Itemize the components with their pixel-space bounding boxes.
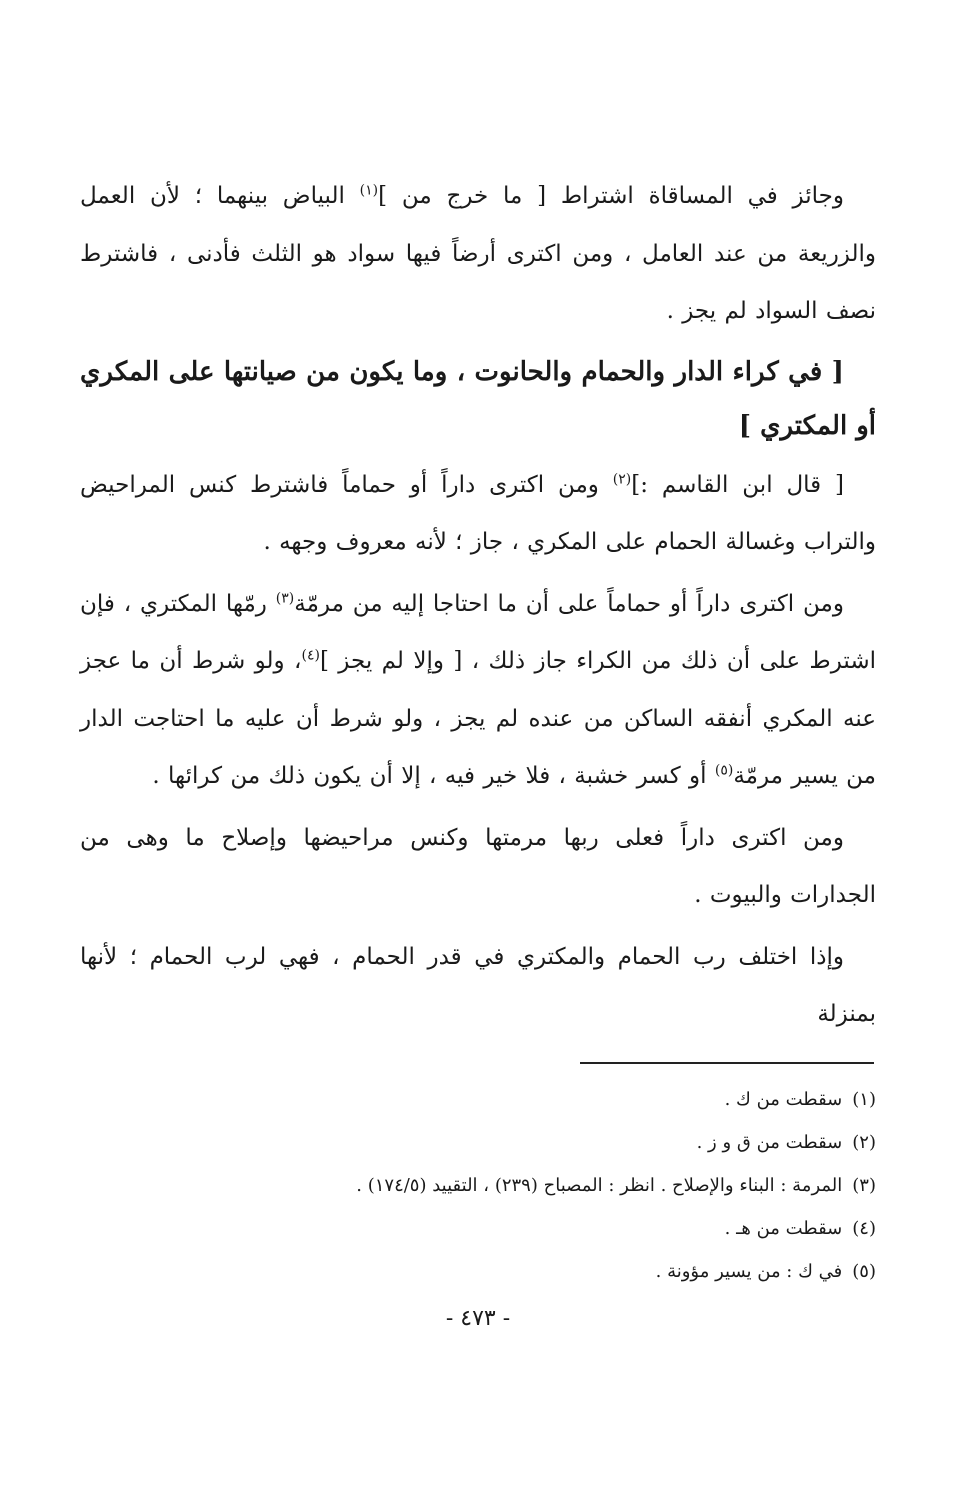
footnote-separator xyxy=(580,1062,874,1064)
text-run: وجائز في المساقاة اشتراط [ ما خرج من ] xyxy=(378,183,844,209)
footnote-ref-2: (٢) xyxy=(612,470,632,487)
footnote-text: سقطت من هـ . xyxy=(724,1218,843,1239)
text-run: ومن اكترى داراً أو حماماً فاشترط كنس المراحيض والتراب وغسالة الحمام على المكري ، جاز ؛ لأنه معروف وجهه . xyxy=(80,471,876,555)
text-run: [ قال ابن القاسم :] xyxy=(631,471,844,498)
paragraph-2 xyxy=(80,457,876,572)
text-run: ، ولو شرط أن ما عجز عنه المكري أنفقه الساكن من عنده لم يجز ، ولو شرط أن عليه ما احتاجت الدار من يسير مرمّة xyxy=(80,648,876,789)
text-run: البياض بينهما ؛ لأن العمل والزريعة من عند العامل ، ومن اكترى أرضاً فيها سواد هو الثلث فأدنى ، فاشترط نصف السواد لم يجز . xyxy=(80,183,876,324)
footnote-number: (٣) xyxy=(852,1175,876,1196)
footnote-3 xyxy=(176,1164,876,1207)
paragraph-5: وإذا اختلف رب الحمام والمكتري في قدر الحمام ، فهي لرب الحمام ؛ لأنها بمنزلة xyxy=(80,943,876,1027)
footnote-text: سقطت من ق و ز . xyxy=(696,1132,843,1153)
footnote-ref-5: (٥) xyxy=(714,762,734,779)
paragraph-3 xyxy=(80,576,876,806)
footnote-5 xyxy=(176,1250,876,1293)
footnote-text: المرمة : البناء والإصلاح . انظر : المصباح (٢٣٩) ، التقييد (١٧٤/٥) . xyxy=(356,1175,843,1196)
text-run: ومن اكترى داراً أو حماماً على أن ما احتاجا إليه من مرمّة xyxy=(294,590,844,617)
paragraph-4: ومن اكترى داراً فعلى ربها مرمتها وكنس مراحيضها وإصلاح ما وهى من الجدارات والبيوت . xyxy=(80,824,876,908)
footnote-4 xyxy=(176,1207,876,1250)
footnote-ref-1: (١) xyxy=(359,182,379,199)
footnote-number: (٢) xyxy=(852,1132,876,1153)
footnote-text: سقطت من ك . xyxy=(724,1089,843,1110)
text-run: أو كسر خشبة ، فلا خير فيه ، إلا أن يكون ذلك من كرائها . xyxy=(152,763,715,789)
footnote-1 xyxy=(176,1078,876,1121)
text-run: رمّها المكتري ، فإن اشترط على أن ذلك من الكراء جاز ذلك ، [ وإلا لم يجز ] xyxy=(80,590,876,674)
footnote-ref-3: (٣) xyxy=(275,589,295,606)
paragraph-1 xyxy=(80,168,876,341)
footnote-ref-4: (٤) xyxy=(301,647,320,664)
footnote-number: (١) xyxy=(852,1089,876,1110)
footnote-2 xyxy=(176,1121,876,1164)
footnote-text: في ك : من يسير مؤونة . xyxy=(655,1261,843,1282)
footnote-number: (٥) xyxy=(852,1261,876,1282)
footnote-number: (٤) xyxy=(852,1218,876,1239)
footnotes xyxy=(176,1078,876,1293)
page-number: - ٤٧٣ - xyxy=(445,1306,511,1331)
section-heading: [ في كراء الدار والحمام والحانوت ، وما يكون من صيانتها على المكري أو المكتري ] xyxy=(80,356,876,441)
main-text xyxy=(80,168,876,1048)
